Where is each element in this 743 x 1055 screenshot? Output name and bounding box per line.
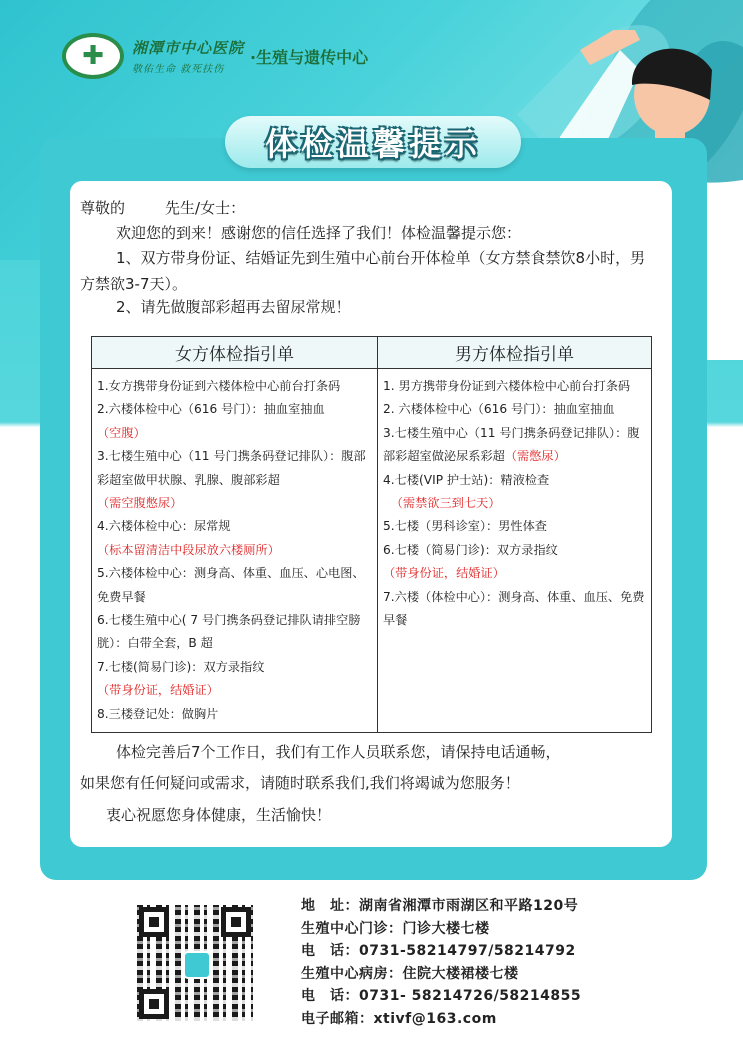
female-guide-item: 8.三楼登记处：做胸片 bbox=[97, 706, 219, 721]
warning-note: （需空腹憋尿） bbox=[97, 496, 183, 511]
qr-code bbox=[135, 903, 255, 1023]
female-guide-item: 4.六楼体检中心：尿常规 （标本留清洁中段尿放六楼厕所） bbox=[97, 519, 280, 557]
ward-location: 生殖中心病房：住院大楼裙楼七楼 bbox=[301, 965, 519, 982]
clinic-phone: 电 话：0731-58214797/58214792 bbox=[301, 943, 576, 959]
male-guide-item: 1. 男方携带身份证到六楼体检中心前台打条码 bbox=[383, 379, 631, 393]
male-guide-item: 3.七楼生殖中心（11 号门携条码登记排队）：腹部彩超室做泌尿系彩超（需憋尿） bbox=[383, 425, 640, 464]
female-guide-item: 3.七楼生殖中心（11 号门携条码登记排队）：腹部彩超室做甲状腺、乳腺、腹部彩超 （需空腹憋尿） bbox=[97, 449, 366, 511]
warning-note: （需禁欲三到七天） bbox=[390, 496, 501, 511]
hospital-logo bbox=[62, 33, 124, 79]
center-name: ·生殖与遗传中心 bbox=[250, 47, 369, 67]
greeting bbox=[80, 197, 245, 218]
hospital-name: 湘潭市中心医院 bbox=[132, 39, 245, 57]
warning-note: （带身份证，结婚证） bbox=[383, 566, 505, 581]
address-line: 地 址：湖南省湘潭市雨湖区和平路120号 bbox=[301, 898, 579, 914]
title-banner bbox=[225, 116, 521, 168]
qr-finder bbox=[139, 989, 169, 1019]
cross-icon: ✚ bbox=[82, 41, 104, 71]
female-guide-item: 6.七楼生殖中心( 7 号门携条码登记排队请排空膀胱）：白带全套，B 超 bbox=[97, 613, 361, 651]
qr-finder bbox=[221, 907, 251, 937]
male-guide-item: 2. 六楼体检中心（616 号门）：抽血室抽血 bbox=[383, 402, 615, 417]
male-guide-item: 5.七楼（男科诊室）：男性体查 bbox=[383, 519, 547, 534]
male-guide-header: 男方体检指引单 bbox=[378, 337, 652, 369]
female-guide-item: 2.六楼体检中心（616 号门）：抽血室抽血 （空腹） bbox=[97, 402, 325, 440]
warning-note: （标本留清洁中段尿放六楼厕所） bbox=[97, 542, 280, 557]
closing-line-3: 衷心祝愿您身体健康，生活愉快！ bbox=[106, 806, 332, 824]
qr-logo-icon bbox=[183, 951, 211, 979]
clinic-location: 生殖中心门诊：门诊大楼七楼 bbox=[301, 920, 490, 937]
guide-table bbox=[91, 336, 652, 733]
greeting-suffix: 先生/女士： bbox=[165, 199, 246, 217]
ward-phone: 电 话：0731- 58214726/58214855 bbox=[301, 988, 582, 1004]
male-guide-item: 6.七楼（简易门诊)：双方录指纹 （带身份证，结婚证） bbox=[383, 542, 558, 581]
page-title: 体检温馨提示 bbox=[264, 125, 481, 163]
female-guide-item: 7.七楼(简易门诊)：双方录指纹 （带身份证，结婚证） bbox=[97, 659, 265, 698]
closing-line-2: 如果您有任何疑问或需求，请随时联系我们,我们将竭诚为您服务！ bbox=[80, 774, 520, 792]
email-line: 电子邮箱：xtivf@163.com bbox=[301, 1010, 497, 1027]
male-guide-item: 4.七楼(VIP 护士站)：精液检查 （需禁欲三到七天） bbox=[383, 472, 550, 511]
qr-finder bbox=[139, 907, 169, 937]
male-guide-list bbox=[378, 369, 652, 733]
hospital-motto: 敬佑生命 救死扶伤 bbox=[132, 64, 225, 75]
welcome-text: 欢迎您的到来！感谢您的信任选择了我们！体检温馨提示您： bbox=[116, 224, 522, 242]
closing-line-1: 体检完善后7个工作日，我们有工作人员联系您，请保持电话通畅， bbox=[116, 743, 561, 761]
female-guide-list bbox=[92, 369, 378, 733]
female-guide-item: 5.六楼体检中心：测身高、体重、血压、心电图、免费早餐 bbox=[97, 566, 365, 604]
notice-point-2: 2、请先做腹部彩超再去留尿常规！ bbox=[116, 298, 351, 316]
greeting-prefix: 尊敬的 bbox=[80, 199, 126, 217]
female-guide-header: 女方体检指引单 bbox=[92, 337, 378, 369]
contact-info bbox=[301, 895, 581, 1030]
male-guide-item: 7.六楼（体检中心）：测身高、体重、血压、免费早餐 bbox=[383, 589, 645, 628]
hospital-header bbox=[62, 30, 368, 82]
female-guide-item: 1.女方携带身份证到六楼体检中心前台打条码 bbox=[97, 379, 341, 393]
warning-note: （需憋尿） bbox=[504, 449, 566, 464]
warning-note: （空腹） bbox=[97, 425, 146, 440]
notice-point-1: 1、双方带身份证、结婚证先到生殖中心前台开体检单（女方禁食禁饮8小时，男方禁欲3-7天）。 bbox=[80, 249, 646, 293]
warning-note: （带身份证，结婚证） bbox=[97, 683, 219, 698]
